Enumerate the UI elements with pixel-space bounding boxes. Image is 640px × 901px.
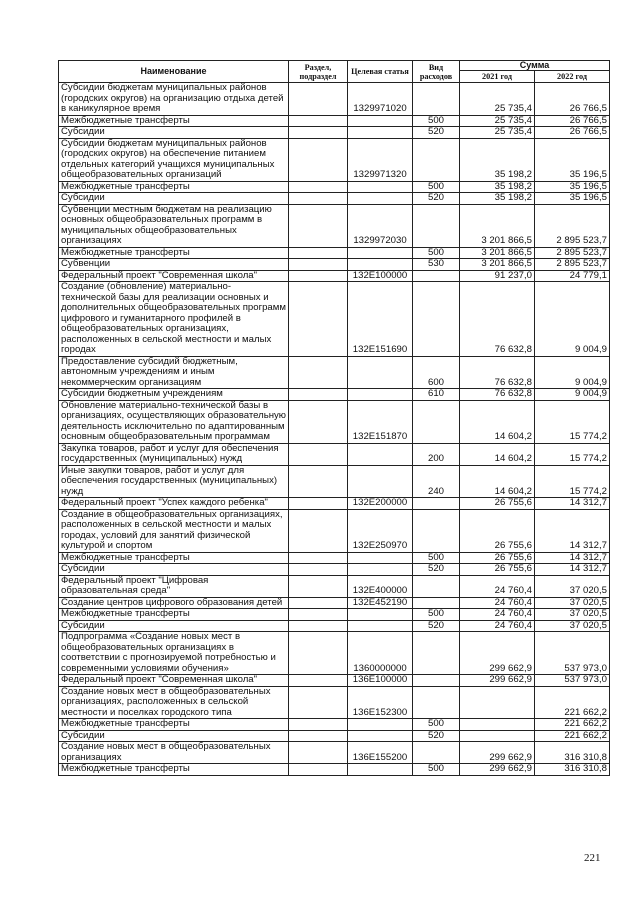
table-row (59, 675, 610, 687)
row-section (289, 259, 348, 271)
table-row (59, 498, 610, 510)
table-row (59, 575, 610, 597)
row-type (413, 509, 460, 552)
row-sum-2021: 299 662,9 (460, 675, 535, 687)
row-section (289, 282, 348, 357)
row-sum-2022: 316 310,8 (535, 742, 610, 764)
row-sum-2022: 14 312,7 (535, 564, 610, 576)
row-sum-2022: 26 766,5 (535, 115, 610, 127)
row-sum-2022: 221 662,2 (535, 686, 610, 719)
row-target (348, 443, 413, 465)
table-row (59, 597, 610, 609)
row-type: 500 (413, 609, 460, 621)
row-type: 240 (413, 465, 460, 498)
row-sum-2021: 35 198,2 (460, 181, 535, 193)
row-sum-2022: 37 020,5 (535, 609, 610, 621)
row-section (289, 632, 348, 675)
row-name: Межбюджетные трансферты (59, 609, 289, 621)
row-target (348, 609, 413, 621)
row-type (413, 575, 460, 597)
row-name: Субсидии бюджетам муниципальных районов (городских округов) на организацию отдыха детей в каникулярное время (59, 83, 289, 116)
row-target (348, 389, 413, 401)
row-type: 500 (413, 719, 460, 731)
row-sum-2021: 299 662,9 (460, 742, 535, 764)
row-sum-2021: 3 201 866,5 (460, 247, 535, 259)
row-section (289, 138, 348, 181)
row-name: Создание центров цифрового образования детей (59, 597, 289, 609)
row-section (289, 730, 348, 742)
table-row (59, 115, 610, 127)
row-section (289, 686, 348, 719)
row-sum-2022: 15 774,2 (535, 465, 610, 498)
row-type (413, 675, 460, 687)
row-sum-2021: 299 662,9 (460, 764, 535, 776)
row-section (289, 115, 348, 127)
row-name: Создание новых мест в общеобразовательных организациях, расположенных в сельской местности и поселках городского типа (59, 686, 289, 719)
row-sum-2021: 26 755,6 (460, 552, 535, 564)
row-sum-2021: 3 201 866,5 (460, 204, 535, 247)
row-name: Федеральный проект "Современная школа" (59, 270, 289, 282)
row-name: Создание новых мест в общеобразовательных организациях (59, 742, 289, 764)
row-sum-2021: 24 760,4 (460, 620, 535, 632)
row-type: 520 (413, 564, 460, 576)
row-name: Создание в общеобразовательных организациях, расположенных в сельской местности и малых городах, условий для занятий физической культурой и спортом (59, 509, 289, 552)
table-row (59, 181, 610, 193)
row-sum-2021: 3 201 866,5 (460, 259, 535, 271)
row-section (289, 389, 348, 401)
table-row (59, 686, 610, 719)
row-section (289, 742, 348, 764)
row-type: 200 (413, 443, 460, 465)
row-target (348, 356, 413, 389)
row-target: 132E200000 (348, 498, 413, 510)
row-type (413, 204, 460, 247)
row-sum-2022: 26 766,5 (535, 83, 610, 116)
row-type (413, 138, 460, 181)
table-body (59, 83, 610, 776)
row-sum-2021 (460, 686, 535, 719)
row-sum-2022: 9 004,9 (535, 356, 610, 389)
table-row (59, 259, 610, 271)
row-sum-2022: 15 774,2 (535, 400, 610, 443)
row-target (348, 115, 413, 127)
header-sum: Сумма (460, 61, 610, 71)
row-name: Обновление материально-технической базы в организациях, осуществляющих образовательную деятельность исключительно по адаптированным основным общеобразовательным программам (59, 400, 289, 443)
row-target: 132E452190 (348, 597, 413, 609)
row-sum-2021: 24 760,4 (460, 609, 535, 621)
row-type: 500 (413, 181, 460, 193)
row-sum-2022: 14 312,7 (535, 498, 610, 510)
row-type: 500 (413, 115, 460, 127)
row-section (289, 719, 348, 731)
row-target (348, 764, 413, 776)
table-row (59, 632, 610, 675)
table-row (59, 764, 610, 776)
table-row (59, 400, 610, 443)
row-target: 1329971020 (348, 83, 413, 116)
row-name: Иные закупки товаров, работ и услуг для обеспечения государственных (муниципальных) нужд (59, 465, 289, 498)
row-sum-2021: 299 662,9 (460, 632, 535, 675)
row-section (289, 181, 348, 193)
row-name: Межбюджетные трансферты (59, 115, 289, 127)
row-target: 1329972030 (348, 204, 413, 247)
table-row (59, 552, 610, 564)
row-name: Федеральный проект "Современная школа" (59, 675, 289, 687)
row-section (289, 443, 348, 465)
row-section (289, 675, 348, 687)
row-sum-2021: 26 755,6 (460, 564, 535, 576)
row-sum-2021: 14 604,2 (460, 400, 535, 443)
row-sum-2022: 37 020,5 (535, 620, 610, 632)
row-sum-2021: 26 755,6 (460, 509, 535, 552)
header-row (59, 61, 610, 71)
row-target: 132E151870 (348, 400, 413, 443)
row-sum-2021: 26 755,6 (460, 498, 535, 510)
row-type (413, 83, 460, 116)
row-sum-2022: 537 973,0 (535, 675, 610, 687)
row-name: Субсидии (59, 620, 289, 632)
row-name: Создание (обновление) материально-технической базы для реализации основных и дополнительных общеобразовательных программ цифрового и гуманитарного профилей в общеобразовательных организациях, расположенных в сельской местности и малых городах (59, 282, 289, 357)
table-row (59, 247, 610, 259)
row-name: Субсидии бюджетным учреждениям (59, 389, 289, 401)
row-sum-2022: 221 662,2 (535, 730, 610, 742)
row-sum-2021: 14 604,2 (460, 465, 535, 498)
row-target (348, 552, 413, 564)
row-sum-2022: 35 196,5 (535, 181, 610, 193)
row-name: Предоставление субсидий бюджетным, автономным учреждениям и иным некоммерческим организациям (59, 356, 289, 389)
header-type: Вид расходов (413, 61, 460, 83)
row-sum-2021: 24 760,4 (460, 575, 535, 597)
row-sum-2022: 37 020,5 (535, 597, 610, 609)
row-section (289, 597, 348, 609)
table-row (59, 509, 610, 552)
row-sum-2022: 35 196,5 (535, 193, 610, 205)
row-sum-2022: 9 004,9 (535, 282, 610, 357)
row-type: 520 (413, 620, 460, 632)
row-type (413, 282, 460, 357)
row-section (289, 575, 348, 597)
row-sum-2021: 91 237,0 (460, 270, 535, 282)
row-name: Межбюджетные трансферты (59, 764, 289, 776)
row-sum-2022: 26 766,5 (535, 127, 610, 139)
row-section (289, 270, 348, 282)
row-name: Субсидии (59, 193, 289, 205)
table-row (59, 83, 610, 116)
row-name: Субвенции местным бюджетам на реализацию основных общеобразовательных программ в муниципальных общеобразовательных организациях (59, 204, 289, 247)
row-section (289, 247, 348, 259)
table-row (59, 356, 610, 389)
row-target (348, 247, 413, 259)
table-row (59, 193, 610, 205)
row-type: 600 (413, 356, 460, 389)
row-section (289, 620, 348, 632)
row-target (348, 259, 413, 271)
row-section (289, 400, 348, 443)
row-target: 1329971320 (348, 138, 413, 181)
row-target: 136E152300 (348, 686, 413, 719)
row-name: Субвенции (59, 259, 289, 271)
row-type (413, 498, 460, 510)
row-type (413, 742, 460, 764)
header-name: Наименование (59, 61, 289, 83)
row-type (413, 270, 460, 282)
table-row (59, 270, 610, 282)
header-2022: 2022 год (535, 71, 610, 83)
row-type: 500 (413, 764, 460, 776)
row-type (413, 400, 460, 443)
row-name: Субсидии (59, 564, 289, 576)
row-sum-2022: 9 004,9 (535, 389, 610, 401)
table-row (59, 620, 610, 632)
row-target (348, 564, 413, 576)
row-section (289, 204, 348, 247)
row-target: 1360000000 (348, 632, 413, 675)
row-sum-2022: 14 312,7 (535, 509, 610, 552)
row-type (413, 597, 460, 609)
row-name: Субсидии (59, 730, 289, 742)
row-target: 132E100000 (348, 270, 413, 282)
row-target (348, 127, 413, 139)
row-sum-2022: 37 020,5 (535, 575, 610, 597)
row-target (348, 620, 413, 632)
row-name: Межбюджетные трансферты (59, 181, 289, 193)
row-section (289, 509, 348, 552)
row-sum-2022: 316 310,8 (535, 764, 610, 776)
header-section: Раздел, подраздел (289, 61, 348, 83)
row-name: Субсидии бюджетам муниципальных районов (городских округов) на обеспечение питанием отдельных категорий учащихся муниципальных общеобразовательных организаций (59, 138, 289, 181)
row-sum-2021: 25 735,4 (460, 115, 535, 127)
row-target: 132E250970 (348, 509, 413, 552)
row-target: 132E400000 (348, 575, 413, 597)
row-sum-2022: 537 973,0 (535, 632, 610, 675)
row-type (413, 686, 460, 719)
row-section (289, 465, 348, 498)
row-section (289, 193, 348, 205)
row-sum-2022: 35 196,5 (535, 138, 610, 181)
row-type: 610 (413, 389, 460, 401)
row-section (289, 127, 348, 139)
row-sum-2021: 25 735,4 (460, 83, 535, 116)
row-type: 530 (413, 259, 460, 271)
row-type: 500 (413, 247, 460, 259)
row-target (348, 193, 413, 205)
table-row (59, 443, 610, 465)
row-name: Субсидии (59, 127, 289, 139)
row-sum-2022: 2 895 523,7 (535, 247, 610, 259)
row-sum-2021: 14 604,2 (460, 443, 535, 465)
row-type: 520 (413, 127, 460, 139)
row-sum-2021 (460, 730, 535, 742)
row-sum-2021: 76 632,8 (460, 389, 535, 401)
table-row (59, 138, 610, 181)
table-row (59, 730, 610, 742)
row-name: Федеральный проект "Успех каждого ребенка" (59, 498, 289, 510)
row-type: 500 (413, 552, 460, 564)
row-type: 520 (413, 193, 460, 205)
row-sum-2022: 14 312,7 (535, 552, 610, 564)
page-number: 221 (584, 852, 601, 864)
row-section (289, 356, 348, 389)
row-section (289, 552, 348, 564)
row-target (348, 465, 413, 498)
row-sum-2022: 2 895 523,7 (535, 259, 610, 271)
row-target: 136E100000 (348, 675, 413, 687)
row-type (413, 632, 460, 675)
row-name: Федеральный проект "Цифровая образовательная среда" (59, 575, 289, 597)
row-section (289, 498, 348, 510)
table-row (59, 204, 610, 247)
table-row (59, 389, 610, 401)
row-sum-2022: 2 895 523,7 (535, 204, 610, 247)
row-section (289, 564, 348, 576)
row-sum-2021: 25 735,4 (460, 127, 535, 139)
table-row (59, 609, 610, 621)
row-sum-2022: 221 662,2 (535, 719, 610, 731)
row-name: Межбюджетные трансферты (59, 247, 289, 259)
row-sum-2022: 15 774,2 (535, 443, 610, 465)
row-sum-2021: 35 198,2 (460, 193, 535, 205)
row-name: Межбюджетные трансферты (59, 719, 289, 731)
row-section (289, 83, 348, 116)
row-section (289, 609, 348, 621)
row-sum-2022: 24 779,1 (535, 270, 610, 282)
table-row (59, 127, 610, 139)
table-row (59, 719, 610, 731)
budget-table (58, 60, 610, 776)
row-target (348, 719, 413, 731)
row-name: Закупка товаров, работ и услуг для обеспечения государственных (муниципальных) нужд (59, 443, 289, 465)
table-row (59, 465, 610, 498)
header-target: Целевая статья (348, 61, 413, 83)
row-sum-2021: 76 632,8 (460, 282, 535, 357)
row-target: 136E155200 (348, 742, 413, 764)
table-row (59, 282, 610, 357)
table-row (59, 564, 610, 576)
row-section (289, 764, 348, 776)
row-sum-2021 (460, 719, 535, 731)
row-sum-2021: 24 760,4 (460, 597, 535, 609)
row-type: 520 (413, 730, 460, 742)
header-2021: 2021 год (460, 71, 535, 83)
row-sum-2021: 35 198,2 (460, 138, 535, 181)
row-name: Межбюджетные трансферты (59, 552, 289, 564)
row-target: 132E151690 (348, 282, 413, 357)
row-target (348, 181, 413, 193)
table-row (59, 742, 610, 764)
row-target (348, 730, 413, 742)
row-sum-2021: 76 632,8 (460, 356, 535, 389)
row-name: Подпрограмма «Создание новых мест в общеобразовательных организациях в соответствии с прогнозируемой потребностью и современными условиями обучения» (59, 632, 289, 675)
